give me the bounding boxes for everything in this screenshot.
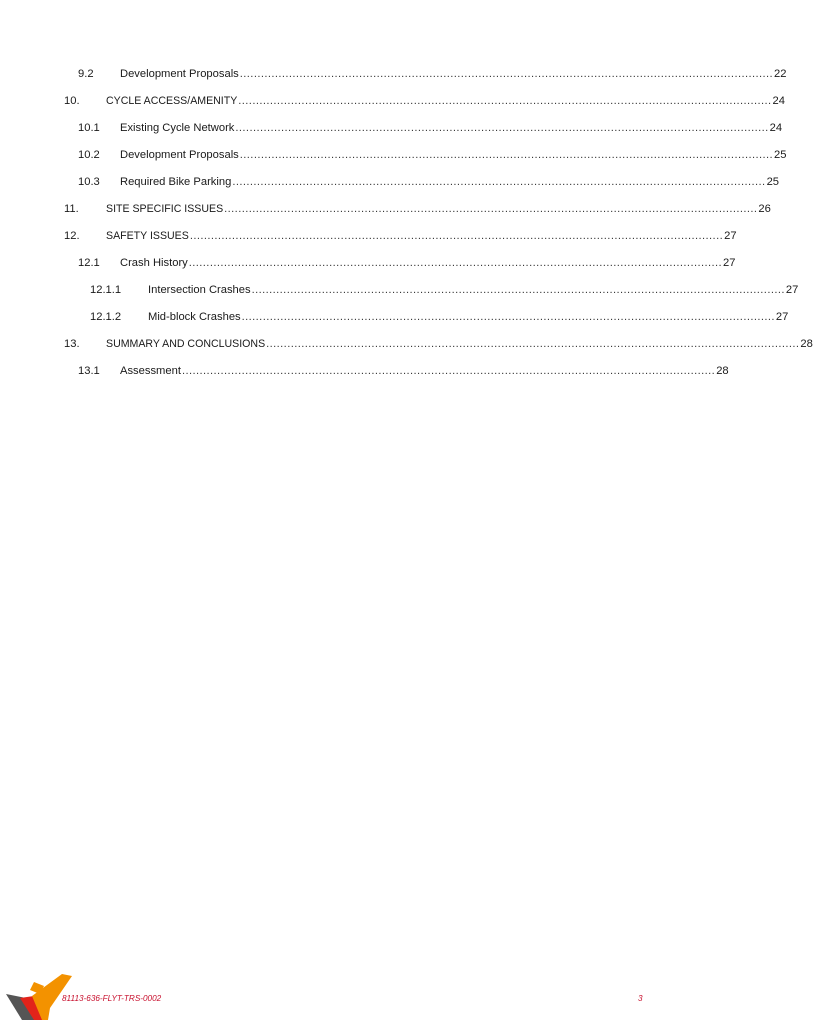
- toc-number: 12.1.2: [90, 311, 122, 323]
- toc-title: CYCLE ACCESS/AMENITY: [106, 95, 238, 107]
- toc-page-number: 25: [774, 149, 787, 161]
- toc-leader: ........................................................................................................................................................: [224, 203, 758, 215]
- toc-entry-9-2[interactable]: [78, 65, 787, 83]
- toc-entry-10-2[interactable]: [78, 146, 787, 164]
- toc-title: Development Proposals: [120, 68, 239, 80]
- toc-entry-12[interactable]: [64, 227, 737, 245]
- footer-document-reference: 81113-636-FLYT-TRS-0002: [62, 994, 162, 1003]
- toc-title: Mid-block Crashes: [148, 311, 241, 323]
- toc-leader: ........................................................................................................................................................: [238, 95, 772, 107]
- toc-page-number: 27: [723, 257, 736, 269]
- toc-page-number: 28: [800, 338, 813, 350]
- toc-number: 13.: [64, 338, 80, 350]
- toc-leader: ........................................................................................................................................................: [181, 365, 716, 377]
- toc-number: 12.: [64, 230, 80, 242]
- toc-page-number: 22: [774, 68, 787, 80]
- toc-leader: ........................................................................................................................................................: [241, 311, 775, 323]
- toc-page-number: 24: [772, 95, 785, 107]
- toc-entry-11[interactable]: [64, 200, 771, 218]
- footer-page-number: 3: [638, 994, 643, 1003]
- toc-number: 11.: [64, 203, 79, 215]
- toc-page-number: 27: [775, 311, 789, 323]
- toc-title: SITE SPECIFIC ISSUES: [106, 203, 224, 215]
- toc-entry-10-3[interactable]: [78, 173, 780, 191]
- toc-number: 10.2: [78, 149, 100, 161]
- toc-page-number: 25: [766, 176, 780, 188]
- toc-leader: ........................................................................................................................................................: [266, 338, 800, 350]
- toc-title: Intersection Crashes: [148, 284, 251, 296]
- toc-page-number: 27: [724, 230, 737, 242]
- toc-leader: ........................................................................................................................................................: [235, 122, 769, 134]
- toc-page-number: 28: [716, 365, 729, 377]
- toc-page-number: 26: [758, 203, 771, 215]
- toc-leader: ........................................................................................................................................................: [188, 257, 723, 269]
- toc-entry-13-1[interactable]: [78, 362, 729, 380]
- toc-number: 10.1: [78, 122, 100, 134]
- toc-title: Development Proposals: [120, 149, 239, 161]
- toc-page-number: 27: [785, 284, 799, 296]
- toc-number: 12.1: [78, 257, 100, 269]
- toc-number: 9.2: [78, 68, 94, 80]
- toc-title: Required Bike Parking: [120, 176, 232, 188]
- toc-entry-10-1[interactable]: [78, 119, 783, 137]
- toc-leader: ........................................................................................................................................................: [189, 230, 724, 242]
- toc-entry-12-1-1[interactable]: [90, 281, 799, 299]
- toc-number: 12.1.1: [90, 284, 122, 296]
- toc-entry-10[interactable]: [64, 92, 785, 110]
- toc-page-number: 24: [769, 122, 783, 134]
- toc-leader: ........................................................................................................................................................: [232, 176, 766, 188]
- toc-number: 10.: [64, 95, 80, 107]
- toc-leader: ........................................................................................................................................................: [251, 284, 785, 296]
- toc-entry-12-1-2[interactable]: [90, 308, 789, 326]
- toc-number: 10.3: [78, 176, 100, 188]
- toc-title: SAFETY ISSUES: [106, 230, 189, 242]
- toc-title: SUMMARY AND CONCLUSIONS: [106, 338, 266, 350]
- toc-title: Assessment: [120, 365, 181, 377]
- toc-title: Crash History: [120, 257, 188, 269]
- toc-leader: ........................................................................................................................................................: [239, 68, 774, 80]
- toc-leader: ........................................................................................................................................................: [239, 149, 774, 161]
- toc-entry-12-1[interactable]: [78, 254, 736, 272]
- toc-entry-13[interactable]: [64, 335, 813, 353]
- toc-title: Existing Cycle Network: [120, 122, 235, 134]
- toc-number: 13.1: [78, 365, 100, 377]
